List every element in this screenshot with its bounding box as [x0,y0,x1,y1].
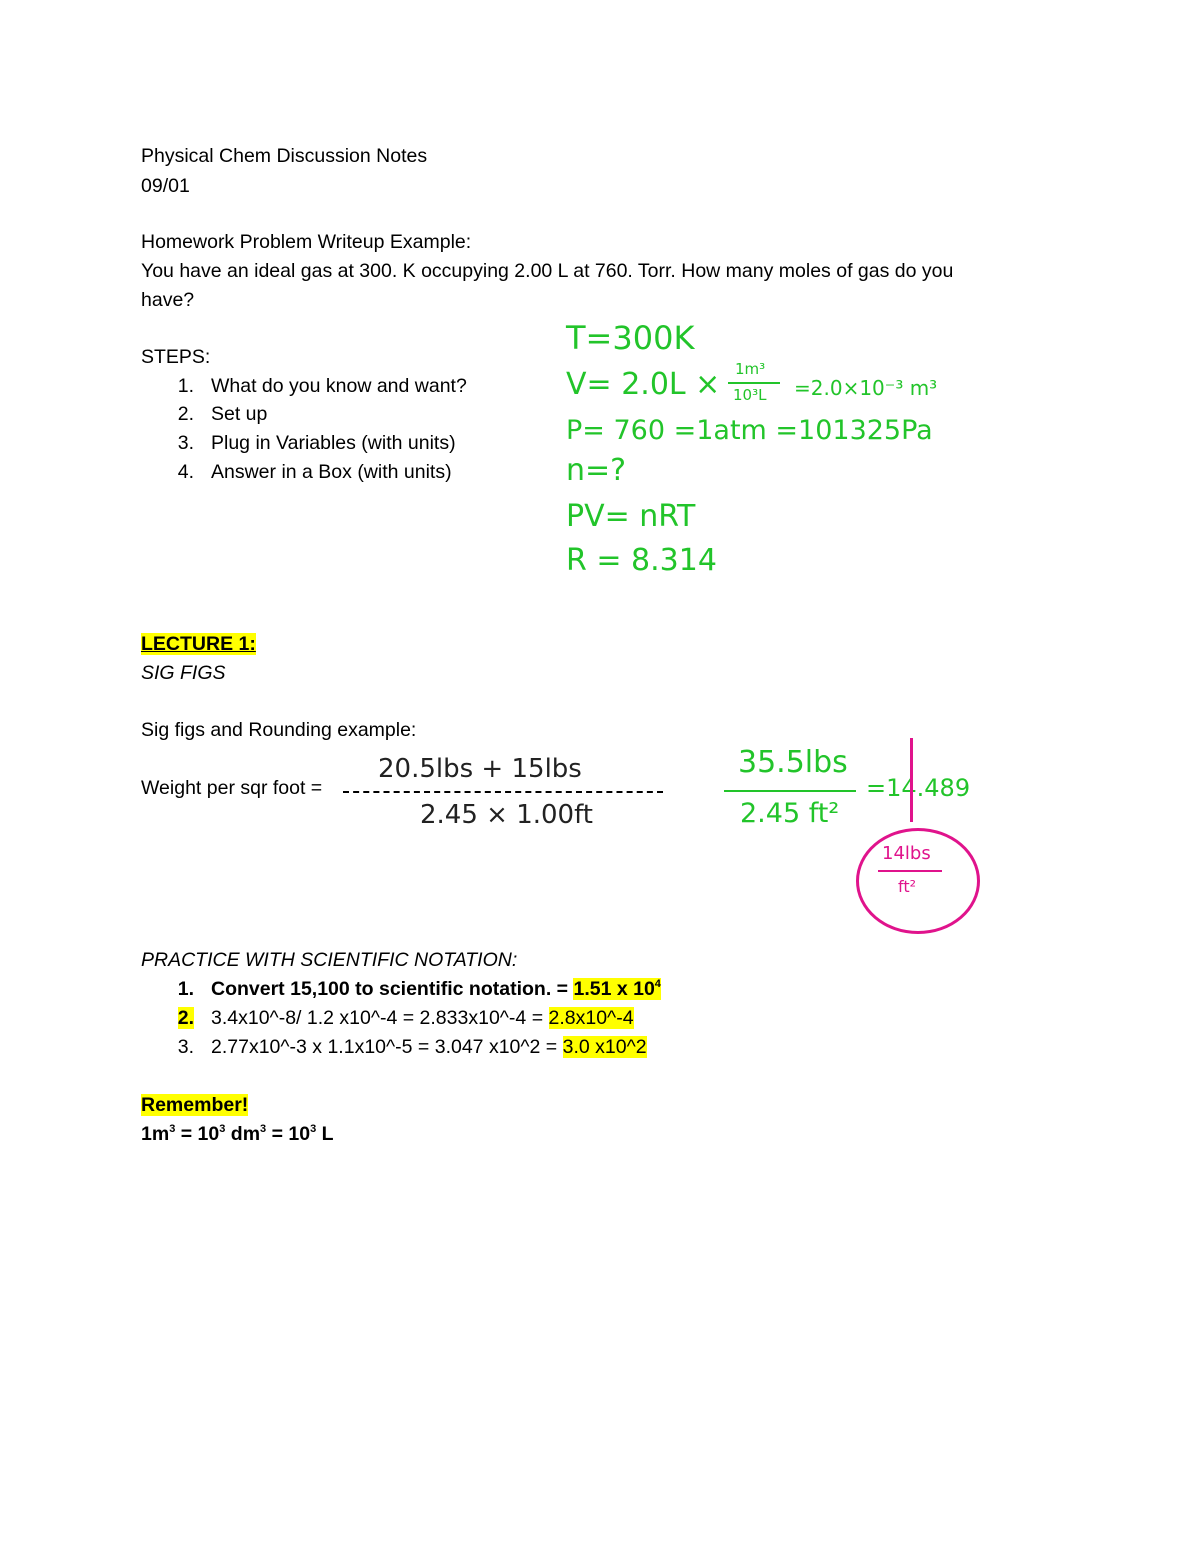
lecture-subheading: SIG FIGS [141,662,226,684]
document-date: 09/01 [141,175,190,197]
list-item-number: 2. [177,403,194,425]
remember-heading: Remember! [141,1094,249,1116]
handwritten-result-numerator: 35.5lbs [738,745,848,780]
list-item-text: Answer in a Box (with units) [211,461,452,483]
practice-answer-highlight: 1.51 x $10^4$ [573,978,661,1000]
handwritten-boxed-denominator: ft² [898,877,917,896]
list-item-text: Set up [211,403,268,425]
practice-answer-highlight: 3.0 x10^2 [562,1036,647,1058]
list-item-number: 1. [177,978,194,1000]
handwritten-volume-fraction-numerator: 1m³ [735,360,766,378]
homework-question-line1: You have an ideal gas at 300. K occupying 2.00 L at 760. Torr. How many moles of gas do you [141,260,954,282]
practice-heading: PRACTICE WITH SCIENTIFIC NOTATION: [141,949,518,971]
homework-question-line2: have? [141,289,195,311]
document-title: Physical Chem Discussion Notes [141,145,428,167]
handwritten-fraction-bar [728,382,780,384]
handwritten-gas-law: PV= nRT [566,499,696,534]
list-item-text: Convert 15,100 to scientific notation. = 1.51 x $10^4$ [211,978,661,1000]
handwritten-result-value: =14.489 [866,774,971,802]
handwritten-round-mark [910,738,913,822]
weight-formula-label: Weight per sqr foot = [141,777,323,799]
handwritten-temperature: T=300K [566,319,695,357]
homework-heading: Homework Problem Writeup Example: [141,231,472,253]
list-item-text: 2.77x10^-3 x 1.1x10^-5 = 3.047 x10^2 = 3.0 x10^2 [211,1036,647,1058]
handwritten-denominator: 2.45 × 1.00ft [420,800,593,830]
handwritten-volume-result: =2.0×10⁻³ m³ [794,376,938,400]
practice-answer-highlight: 2.8x10^-4 [548,1007,634,1029]
handwritten-pressure: P= 760 =1atm =101325Pa [566,415,933,446]
list-item-text: Plug in Variables (with units) [211,432,456,454]
handwritten-boxed-bar [878,870,942,872]
unit-conversion-equation: $1m^3 = 10^3$ $dm^3 = 10^3$ L [141,1123,334,1145]
steps-heading: STEPS: [141,346,211,368]
list-item-number: 4. [177,461,194,483]
fraction-dashed-line [343,791,663,793]
lecture-heading: LECTURE 1: [141,633,256,655]
handwritten-volume-fraction-denominator: 10³L [733,386,767,404]
sigfigs-heading: Sig figs and Rounding example: [141,719,417,741]
handwritten-result-denominator: 2.45 ft² [740,798,840,829]
handwritten-result-bar [724,790,856,792]
list-item-number: 3. [177,1036,194,1058]
list-item-number: 3. [177,432,194,454]
list-item-number: 2. [177,1007,194,1029]
list-item-text: 3.4x10^-8/ 1.2 x10^-4 = 2.833x10^-4 = 2.8x10^-4 [211,1007,634,1029]
handwritten-moles-unknown: n=? [566,453,627,488]
handwritten-volume: V= 2.0L × [566,367,721,402]
handwritten-numerator: 20.5lbs + 15lbs [378,754,582,784]
list-item-text: What do you know and want? [211,375,467,397]
handwritten-gas-constant: R = 8.314 [566,543,717,578]
handwritten-boxed-numerator: 14lbs [882,843,931,864]
list-item-number: 1. [177,375,194,397]
